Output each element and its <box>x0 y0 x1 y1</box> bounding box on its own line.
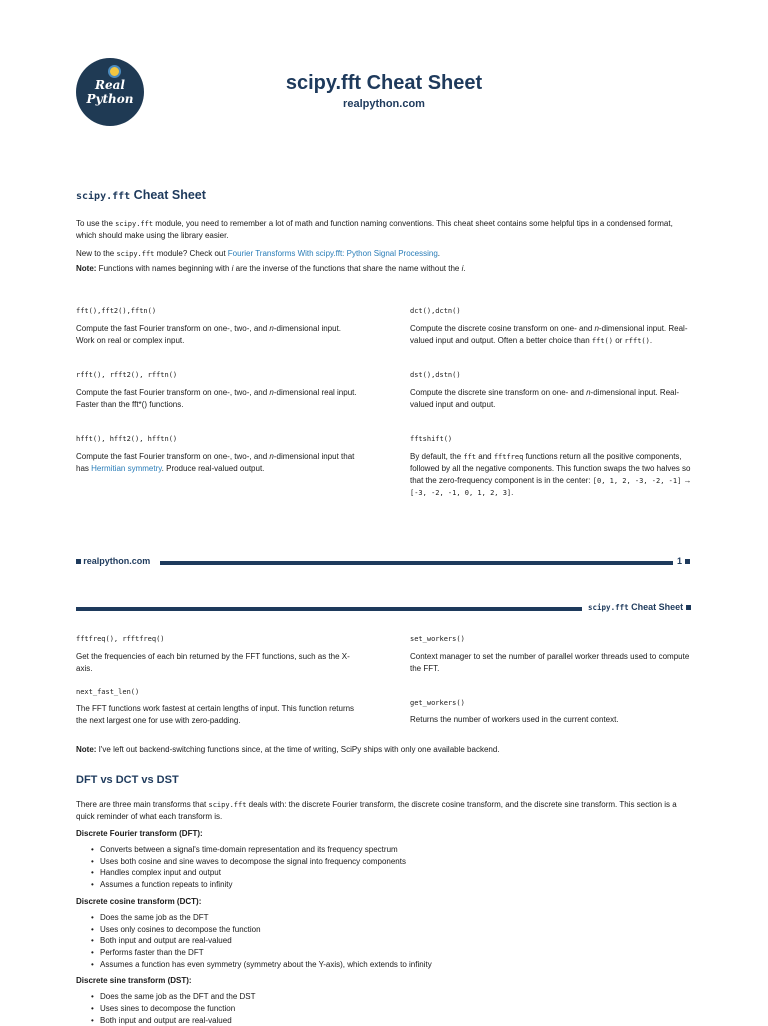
section-title-text: Cheat Sheet <box>133 188 206 202</box>
note-paragraph: Note: Functions with names beginning with i are the inverse of the functions that share the name without the i. <box>76 264 466 273</box>
list-item: • Uses sines to decompose the function <box>76 1003 694 1015</box>
dst-function-name: dst(),dstn() <box>410 371 461 379</box>
dst-description: Compute the discrete sine transform on one- and n-dimensional input. Real-valued input and output. <box>410 388 680 409</box>
get-workers-description: Returns the number of workers used in the current context. <box>410 715 619 724</box>
logo-line-2: Python <box>86 92 134 106</box>
list-item: • Does the same job as the DFT and the DST <box>76 991 694 1003</box>
new-to-paragraph: New to the scipy.fft module? Check out Fourier Transforms With scipy.fft: Python Signal Processing. <box>76 249 441 258</box>
hermitian-symmetry-link[interactable]: Hermitian symmetry <box>91 464 162 473</box>
fftfreq-function-name: fftfreq(), rfftfreq() <box>76 635 165 643</box>
fft-description: Compute the fast Fourier transform on one-, two-, and n-dimensional input. Work on real or complex input. <box>76 324 342 345</box>
fftfreq-description: Get the frequencies of each bin returned by the FFT functions, such as the X-axis. <box>76 652 350 673</box>
page1-footer-site <box>76 556 150 566</box>
dft-dct-dst-heading: DFT vs DCT vs DST <box>76 774 179 786</box>
document-subtitle: realpython.com <box>343 98 425 110</box>
set-workers-description: Context manager to set the number of parallel worker threads used to compute the FFT. <box>410 652 690 673</box>
document-title: scipy.fft Cheat Sheet <box>285 72 483 94</box>
dct-list <box>76 912 694 971</box>
tutorial-link[interactable]: Fourier Transforms With scipy.fft: Python Signal Processing <box>227 249 438 258</box>
next-fast-len-function-name: next_fast_len() <box>76 688 140 696</box>
dct-heading: Discrete cosine transform (DCT): <box>76 896 202 906</box>
page2-header-title: scipy.fft Cheat Sheet <box>588 602 691 612</box>
list-item: • Assumes a function repeats to infinity <box>76 879 694 891</box>
section-title-code: scipy.fft <box>76 191 131 202</box>
page1-footer-page-number: 1 <box>677 556 690 566</box>
list-item: • Both input and output are real-valued <box>76 1015 694 1026</box>
logo-line-1: Real <box>95 78 125 92</box>
rfft-function-name: rfft(), rfft2(), rfftn() <box>76 371 178 379</box>
transforms-section <box>76 799 694 1026</box>
intro-block <box>76 218 694 275</box>
fft-function-name: fft(),fft2(),fftn() <box>76 307 157 315</box>
list-item: • Does the same job as the DFT <box>76 912 694 924</box>
page2-header-rule <box>76 607 582 611</box>
list-item: • Converts between a signal's time-domain representation and its frequency spectrum <box>76 844 694 856</box>
fftshift-function-name: fftshift() <box>410 435 453 443</box>
section-title <box>76 188 206 202</box>
list-item: • Assumes a function has even symmetry (symmetry about the Y-axis), which extends to infinity <box>76 959 694 971</box>
dft-list <box>76 844 694 891</box>
next-fast-len-description: The FFT functions work fastest at certain lengths of input. This function returns the next largest one for use with zero-padding. <box>76 704 355 725</box>
backend-note: Note: I've left out backend-switching functions since, at the time of writing, SciPy ships with only one available backend. <box>76 745 500 754</box>
list-item: • Both input and output are real-valued <box>76 935 694 947</box>
list-item: • Uses only cosines to decompose the function <box>76 924 694 936</box>
intro-paragraph: To use the scipy.fft module, you need to remember a lot of math and function naming conventions. This cheat sheet contains some helpful tips in a condensed format, which should make using the library easier. <box>76 219 673 240</box>
set-workers-function-name: set_workers() <box>410 635 465 643</box>
dft-heading: Discrete Fourier transform (DFT): <box>76 829 203 838</box>
page1-footer-rule <box>160 561 673 565</box>
transforms-intro: There are three main transforms that scipy.fft deals with: the discrete Fourier transform, the discrete cosine transform, and the discrete sine transform. This section is a quick reminder of what each transform is. <box>76 800 677 821</box>
footer-site-label: realpython.com <box>83 556 151 566</box>
hfft-function-name: hfft(), hfft2(), hfftn() <box>76 435 178 443</box>
fftshift-description: By default, the fft and fftfreq functions return all the positive components, followed by all the negative components. This function swaps the two halves so that the zero-frequency component is in the center: [0, 1, 2, -3, -2, -1] → [-3, -2, -1, 0, 1, 2, 3]. <box>410 452 692 497</box>
hfft-description: Compute the fast Fourier transform on one-, two-, and n-dimensional input that has Hermitian symmetry. Produce real-valued output. <box>76 452 355 473</box>
get-workers-function-name: get_workers() <box>410 699 465 707</box>
dst-heading: Discrete sine transform (DST): <box>76 976 192 986</box>
dct-function-name: dct(),dctn() <box>410 307 461 315</box>
dst-list <box>76 991 694 1026</box>
list-item: • Uses both cosine and sine waves to decompose the signal into frequency components <box>76 856 694 868</box>
list-item: • Performs faster than the DFT <box>76 947 694 959</box>
rfft-description: Compute the fast Fourier transform on one-, two-, and n-dimensional real input. Faster than the fft*() functions. <box>76 388 357 409</box>
header-square-icon <box>686 605 691 610</box>
footer-square-icon <box>76 559 81 564</box>
list-item: • Handles complex input and output <box>76 867 694 879</box>
dct-description: Compute the discrete cosine transform on one- and n-dimensional input. Real-valued input and output. Often a better choice than fft() or rfft(). <box>410 324 688 345</box>
footer-square-icon <box>685 559 690 564</box>
